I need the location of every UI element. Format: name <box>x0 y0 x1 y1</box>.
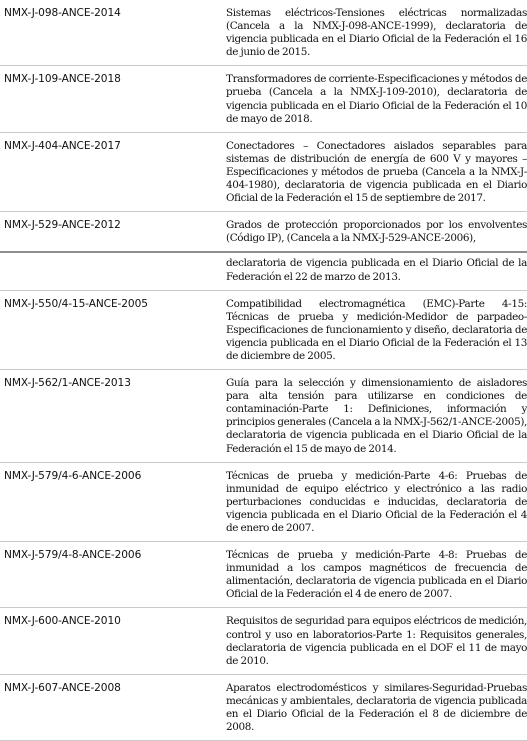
norm-description: Aparatos electrodomésticos y similares-Seguridad-Pruebas mecánicas y ambientales, declaratoria de vigencia publicada en el Diario Oficial de la Federación el 8 de diciembre de 2008. <box>226 674 527 740</box>
table-row <box>0 66 527 132</box>
norm-code <box>0 252 226 290</box>
norm-code: NMX-J-600-ANCE-2010 <box>0 608 226 674</box>
table-row <box>0 0 527 66</box>
table-row <box>0 252 527 290</box>
table-row <box>0 212 527 253</box>
table-row <box>0 462 527 541</box>
norm-code: NMX-J-109-ANCE-2018 <box>0 66 226 132</box>
table-row <box>0 370 527 463</box>
norm-code: NMX-J-550/4-15-ANCE-2005 <box>0 290 226 369</box>
norm-code: NMX-J-562/1-ANCE-2013 <box>0 370 226 463</box>
table-row <box>0 674 527 740</box>
norm-description: Conectadores – Conectadores aislados separables para sistemas de distribución de energía de 600 V y mayores – Especificaciones y métodos de prueba (Cancela a la NMX-J-404-1980), declaratoria de vigencia publicada en el Diario Oficial de la Federación el 15 de septiembre de 2017. <box>226 132 527 211</box>
norm-description: Transformadores de corriente-Especificaciones y métodos de prueba (Cancela a la NMX-J-109-2010), declaratoria de vigencia publicada en el Diario Oficial de la Federación el 10 de mayo de 2018. <box>226 66 527 132</box>
norm-description: declaratoria de vigencia publicada en el Diario Oficial de la Federación el 22 de marzo de 2013. <box>226 252 527 290</box>
norm-code: NMX-J-098-ANCE-2014 <box>0 0 226 66</box>
norm-description: Guía para la selección y dimensionamiento de aisladores para alta tensión para utilizarse en condiciones de contaminación-Parte 1: Definiciones, información y principios generales (Cancela a la NMX-J-562/1-ANCE-2005), declaratoria de vigencia publicada en el Diario Oficial de la Federación el 15 de mayo de 2014. <box>226 370 527 463</box>
norm-description: Técnicas de prueba y medición-Parte 4-8: Pruebas de inmunidad a los campos magnéticos de frecuencia de alimentación, declaratoria de vigencia publicada en el Diario Oficial de la Federación el 4 de enero de 2007. <box>226 542 527 608</box>
norm-description: Grados de protección proporcionados por los envolventes (Código IP), (Cancela a la NMX-J-529-ANCE-2006), <box>226 212 527 253</box>
norm-description: Sistemas eléctricos-Tensiones eléctricas normalizadas (Cancela a la NMX-J-098-ANCE-1999), declaratoria de vigencia publicada en el Diario Oficial de la Federación el 16 de junio de 2015. <box>226 0 527 66</box>
norm-code: NMX-J-529-ANCE-2012 <box>0 212 226 253</box>
norm-description: Compatibilidad electromagnética (EMC)-Parte 4-15: Técnicas de prueba y medición-Medidor de parpadeo-Especificaciones de funcionamiento y diseño, declaratoria de vigencia publicada en el Diario Oficial de la Federación el 13 de diciembre de 2005. <box>226 290 527 369</box>
table-row <box>0 542 527 608</box>
table-row <box>0 132 527 211</box>
table-row <box>0 290 527 369</box>
norm-code: NMX-J-607-ANCE-2008 <box>0 674 226 740</box>
norm-code: NMX-J-404-ANCE-2017 <box>0 132 226 211</box>
norm-description: Requisitos de seguridad para equipos eléctricos de medición, control y uso en laboratorios-Parte 1: Requisitos generales, declaratoria de vigencia publicada en el DOF el 11 de mayo de 2010. <box>226 608 527 674</box>
norm-code: NMX-J-579/4-8-ANCE-2006 <box>0 542 226 608</box>
norm-code: NMX-J-579/4-6-ANCE-2006 <box>0 462 226 541</box>
table-row <box>0 608 527 674</box>
norm-description: Técnicas de prueba y medición-Parte 4-6: Pruebas de inmunidad de equipo eléctrico y electrónico a las radio perturbaciones conducidas e inducidas, declaratoria de vigencia publicada en el Diario Oficial de la Federación el 4 de enero de 2007. <box>226 462 527 541</box>
